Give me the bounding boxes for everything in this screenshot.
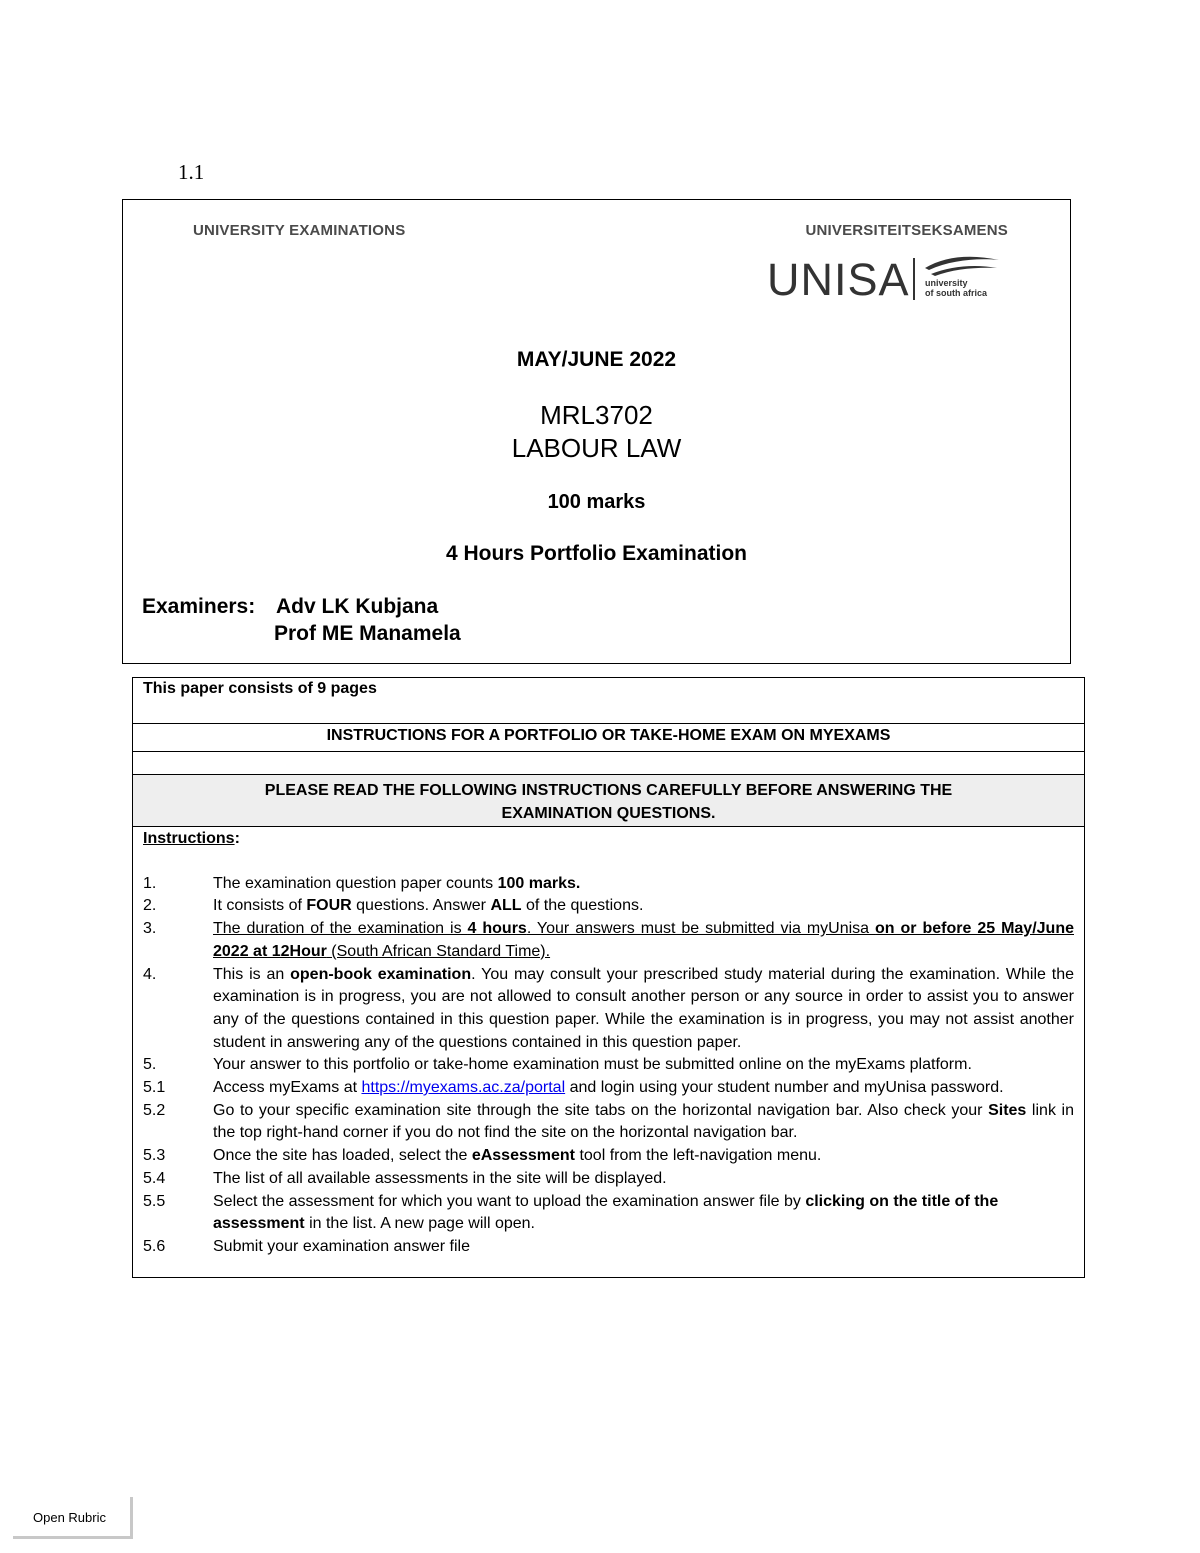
examiner-1: Adv LK Kubjana [276, 595, 439, 618]
cover-box [122, 199, 1071, 664]
logo-wordmark: UNISA [767, 254, 910, 305]
module-name: LABOUR LAW [511, 433, 682, 463]
read-carefully-banner: PLEASE READ THE FOLLOWING INSTRUCTIONS CAREFULLY BEFORE ANSWERING THE EXAMINATION QUESTIONS. [133, 775, 1084, 827]
instruction-item: 1. The examination question paper counts 100 marks. [143, 874, 581, 892]
header-english: UNIVERSITY EXAMINATIONS [193, 222, 406, 239]
instruction-item: 5.6 Submit your examination answer file [143, 1237, 471, 1255]
instruction-item: 5.4 The list of all available assessments in the site will be displayed. [143, 1169, 667, 1187]
exam-type: 4 Hours Portfolio Examination [445, 542, 748, 565]
instruction-item: 5.3 Once the site has loaded, select the eAssessment tool from the left-navigation menu. [143, 1147, 822, 1165]
unisa-logo [767, 252, 1007, 308]
module-code: MRL3702 [540, 400, 653, 430]
myexams-portal-link[interactable]: https://myexams.ac.za/portal [361, 1079, 566, 1097]
page-number: 1.1 [178, 160, 205, 184]
open-rubric-button[interactable]: Open Rubric [13, 1497, 133, 1539]
instruction-item: 5.2 Go to your specific examination site through the site tabs on the horizontal navigation bar. Also check your Sites link in the top right-hand corner if you do not find the site on the horizontal navigation bar. [143, 1101, 1074, 1142]
instruction-item: 5.5 Select the assessment for which you want to upload the examination answer file by clicking on the title of the assessment in the list. A new page will open. [143, 1192, 999, 1233]
instructions-heading: Instructions: [143, 830, 240, 847]
examiners-label: Examiners: [142, 595, 256, 618]
instructions-title: INSTRUCTIONS FOR A PORTFOLIO OR TAKE-HOME EXAM ON MYEXAMS [133, 724, 1084, 752]
instruction-item: 2. It consists of FOUR questions. Answer ALL of the questions. [143, 897, 644, 915]
logo-subtitle: university of south africa [925, 278, 988, 298]
exam-session: MAY/JUNE 2022 [516, 348, 677, 371]
examiner-2: Prof ME Manamela [274, 622, 461, 645]
instructions-list [133, 827, 1084, 1277]
page-count: This paper consists of 9 pages [133, 678, 1084, 724]
blank-row [133, 752, 1084, 775]
instructions-table [132, 677, 1085, 1278]
instruction-item: 4. This is an open-book examination. You may consult your prescribed study material during the examination. While the examination is in progress, you are not allowed to consult another person or any source in order to assist you to answer any of the questions contained in this question paper. While the examination is in progress, you may not assist another student in answering any of the questions contained in this question paper. [143, 965, 1074, 1051]
instruction-item: 5. Your answer to this portfolio or take-home examination must be submitted online on the myExams platform. [143, 1056, 972, 1074]
header-afrikaans: UNIVERSITEITSEKSAMENS [805, 222, 1008, 239]
total-marks: 100 marks [547, 491, 646, 513]
logo-divider [913, 258, 915, 300]
instruction-item: 3. The duration of the examination is 4 hours. Your answers must be submitted via myUnisa on or before 25 May/June 2022 at 12Hour (South African Standard Time). [143, 920, 1074, 960]
instruction-item: 5.1 Access myExams at https://myexams.ac.za/portal and login using your student number and myUnisa password. [143, 1079, 1004, 1097]
